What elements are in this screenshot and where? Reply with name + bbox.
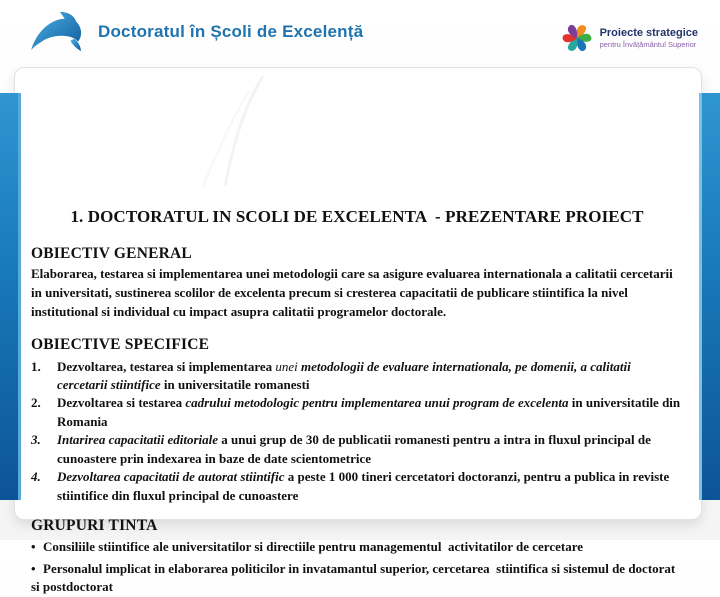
obiectiv-general-text: Elaborarea, testarea si implementarea unei metodologii care sa asigure evaluarea internationala a calitatii cercetarii in universitati, sustinerea scolilor de excelenta precum si cresterea capacitatii de publicare stiintifica la nivel institutional si individual cu impact asupra calitatii programelor doctorale. [31,266,673,319]
bullet-glyph: • [31,539,36,555]
list-item-text: Dezvoltarea si testarea cadrului metodologic pentru implementarea unui program de excelenta in universitatile din Romania [57,395,681,429]
left-logo [28,10,363,54]
slide-card [14,67,702,595]
left-accent-bar [0,93,21,500]
background-swoosh [25,66,265,186]
right-logo-subtitle: pentru Învățământul Superior [599,39,697,49]
list-item-3 [31,431,683,468]
right-accent-bar [699,93,720,500]
bullet-item-2 [31,560,683,597]
list-item-number: 3. [31,432,41,448]
list-item-2 [31,394,683,431]
list-item-number: 2. [31,395,41,411]
dolphin-logo-icon [28,10,86,54]
bullet-item-1 [31,538,683,556]
section-heading-obiective-specifice: OBIECTIVE SPECIFICE [31,335,210,353]
left-logo-text: Doctoratul în Școli de Excelență [98,22,364,41]
obiective-specifice-list [31,358,683,506]
list-item-text: Intarirea capacitatii editoriale a unui grup de 30 de publicatii romanesti pentru a intra in fluxul principal de cunoastere prin indexarea in baze de date scientometrice [57,432,651,466]
list-item-1 [31,358,683,395]
list-item-number: 4. [31,469,41,485]
header [0,0,720,64]
list-item-text: Dezvoltarea capacitatii de autorat stiintific a peste 1 000 tineri cercetatori doctoranzi, pentru a publica in reviste stiintifice din fluxul principal de cunoastere [57,469,670,503]
list-item-text: Dezvoltarea, testarea si implementarea unei metodologii de evaluare internationala, pe domenii, a calitatii cercetarii stiintifice in universitatile romanesti [57,358,631,392]
bullet-text: Consiliile stiintifice ale universitatilor si directiile pentru managementul activitatilor de cercetare [43,539,584,555]
section-heading-grupuri-tinta: GRUPURI TINTA [31,517,158,535]
slide-title: 1. DOCTORATUL IN SCOLI DE EXCELENTA - PREZENTARE PROIECT [70,207,644,226]
right-logo [562,22,698,54]
right-logo-title: Proiecte strategice [599,27,698,40]
bullet-glyph: • [31,560,36,576]
bullet-text: Personalul implicat in elaborarea politicilor in invatamantul superior, cercetarea stiintifica si sistemul de doctorat si postdoctorat [31,560,679,595]
section-heading-obiectiv-general: OBIECTIV GENERAL [31,245,192,262]
pinwheel-logo-icon [562,22,592,54]
list-item-4 [31,468,683,505]
right-logo-text [600,27,698,49]
list-item-number: 1. [31,358,41,374]
